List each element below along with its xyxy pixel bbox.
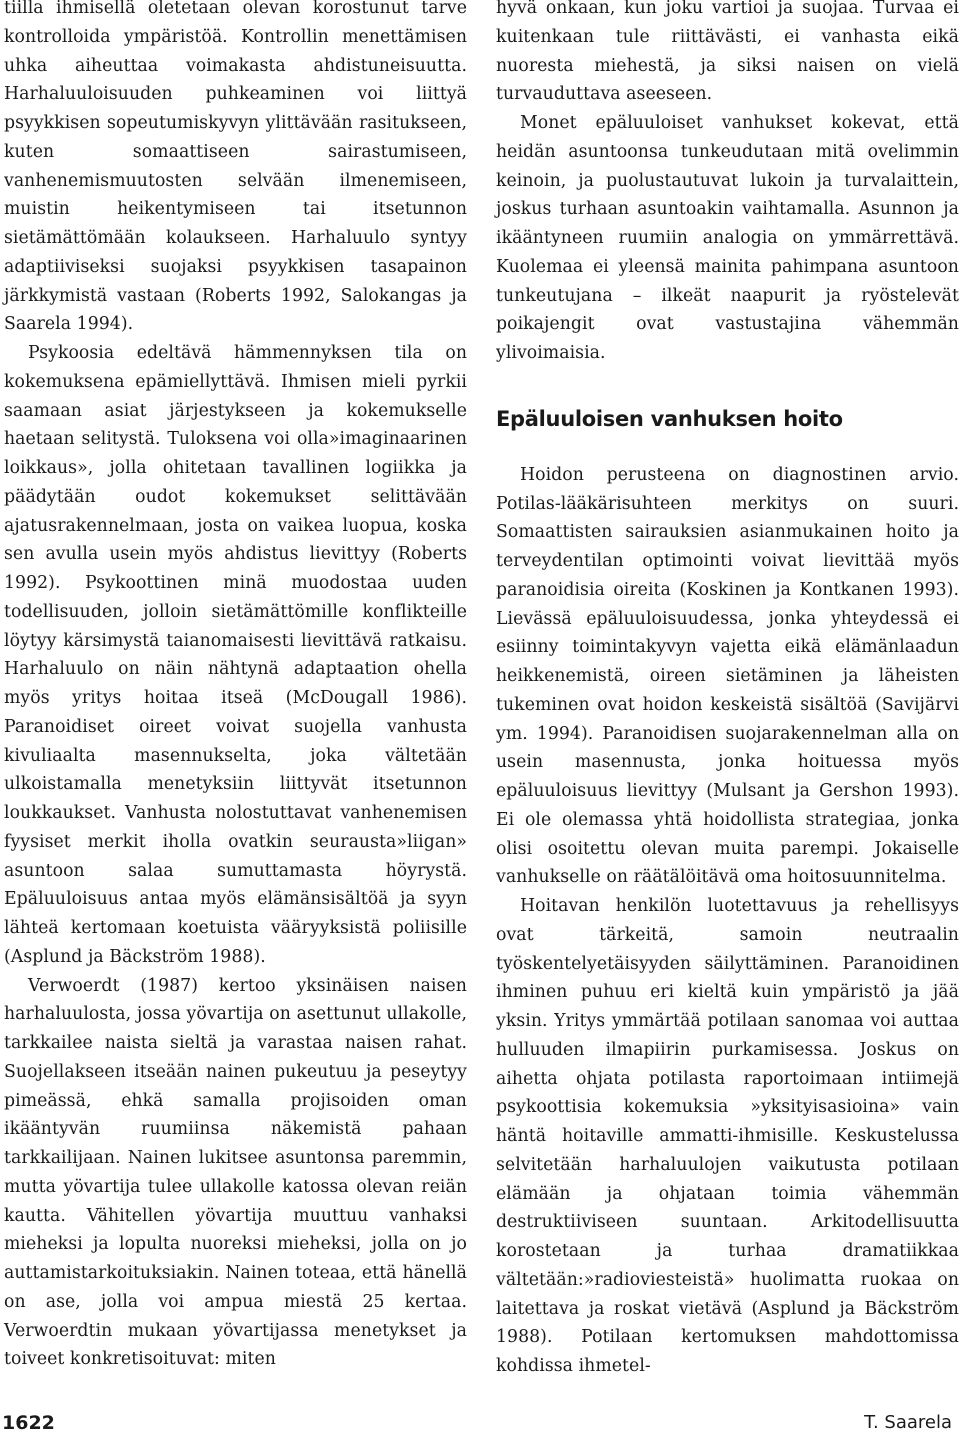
body-paragraph: hyvä onkaan, kun joku vartioi ja suojaa. Turvaa ei kuitenkaan tule riittävästi, ei vanhasta eikä nuoresta miehestä, ja siksi naisen on vielä turvauduttava aseeseen. — [496, 0, 959, 105]
body-paragraph: Psykoosia edeltävä hämmennyksen tila on kokemuksena epämiellyttävä. Ihmisen mieli pyrkii saamaan asiat järjestykseen ja kokemukselle haetaan selitystä. Tuloksena voi olla»imaginaarinen loikkaus», jolla ohitetaan tavallinen logiikka ja päädytään oudot kokemukset selittävään ajatusrakennelmaan, josta on vaikea luopua, koska sen avulla usein myös ahdistus lievittyy (Roberts 1992). Psykoottinen minä muodostaa uuden todellisuuden, jolloin sietämättömille konflikteille löytyy kärsimystä taianomaisesti lievittävä ratkaisu. Harhaluulo on näin nähtynä adaptaation ohella myös yritys hoitaa itseä (McDougall 1986). Paranoidiset oireet voivat suojella vanhusta kivuliaalta masennukselta, joka vältetään ulkoistamalla menetyksiin liittyvät itsetunnon loukkaukset. Vanhusta nolostuttavat vanhenemisen fyysiset merkit iholla ovatkin seurausta»liigan» asuntoon salaa sumuttamasta höyrystä. Epäluuloisuus antaa myös elämänsisältöä ja syyn lähteä kertomaan koetuista vääryyksistä poliisille (Asplund ja Bäckström 1988). — [4, 343, 467, 967]
section-heading: Epäluuloisen vanhuksen hoito — [496, 406, 843, 431]
body-paragraph: Monet epäluuloiset vanhukset kokevat, että heidän asuntoonsa tunkeudutaan mitä ovelimmin keinoin, ja puolustautuvat lukoin ja turvalaittein, joskus turhaan asuntoakin vaihtamalla. Asunnon ja ikääntyneen ruumiin analogia on ymmärrettävä. Kuolemaa ei yleensä mainita pahimpana asuntoon tunkeutujana – ilkeät naapurit ja ryöstelevät poikajengit ovat vastustajina vähemmän ylivoimaisia. — [496, 113, 959, 363]
body-paragraph: Verwoerdt (1987) kertoo yksinäisen naisen harhaluulosta, jossa yövartija on asettunut ullakolle, tarkkailee naista sieltä ja varastaa naisen rahat. Suojellakseen itseään nainen pukeutuu ja peseytyy pimeässä, ehkä samalla projisoiden oman ikääntyvän ruumiinsa näkemistä pahaan tarkkailijaan. Nainen lukitsee asuntonsa paremmin, mutta yövartija tulee ullakolle katossa olevan reiän kautta. Vähitellen yövartija muuttuu vanhaksi mieheksi ja lopulta nuoreksi mieheksi, jolla on jo auttamistarkoituksiakin. Nainen toteaa, että hänellä on ase, jolla voi ampua miestä 25 kertaa. Verwoerdtin mukaan yövartijassa menetykset ja toiveet konkretisoituvat: miten — [4, 975, 467, 1370]
body-paragraph: Hoidon perusteena on diagnostinen arvio. Potilas-lääkärisuhteen merkitys on suuri. Somaattisten sairauksien asianmukainen hoito ja terveydentilan optimointi voivat lievittää myös paranoidisia oireita (Koskinen ja Kontkanen 1993). Lievässä epäluuloisuudessa, jonka yhteydessä ei esiinny toimintakyvyn vajetta eikä elämänlaadun heikkenemistä, oireen sietäminen ja läheisten tukeminen ovat hoidon keskeistä sisältöä (Savijärvi ym. 1994). Paranoidisen suojarakennelman alla on usein masennusta, jonka hoituessa myös epäluuloisuus lievittyy (Mulsant ja Gershon 1993). Ei ole olemassa yhtä hoidollista strategiaa, jonka olisi osoitettu olevan muita parempi. Jokaiselle vanhukselle on räätälöitävä oma hoitosuunnitelma. — [496, 464, 959, 888]
body-paragraph: Hoitavan henkilön luotettavuus ja rehellisyys ovat tärkeitä, samoin neutraalin työskentelyetäisyyden säilyttäminen. Paranoidinen ihminen puhuu eri kieltä kuin ympäristö ja jää yksin. Yritys ymmärtää potilaan sanomaa voi auttaa hulluuden ilmapiirin purkamisessa. Joskus on aihetta ohjata potilasta raportoimaan intiimejä psykoottisia kokemuksia »yksityisasioina» vain häntä hoitaville ammatti-ihmisille. Keskustelussa selvitetään harhaluulojen vaikutusta potilaan elämään ja ohjataan toimia vähemmän destruktiiviseen suuntaan. Arkitodellisuutta korostetaan ja turhaa dramatiikkaa vältetään:»radioviesteistä» huolimatta ruokaa on laitettava ja roskat vietävä (Asplund ja Bäckström 1988). Potilaan kertomuksen mahdottomissa kohdissa ihmetel- — [496, 896, 959, 1376]
right-column — [496, 0, 959, 1381]
running-footer-author: T. Saarela — [864, 1412, 952, 1433]
body-paragraph: tiilla ihmisellä oletetaan olevan korostunut tarve kontrolloida ympäristöä. Kontrollin menettämisen uhka aiheuttaa voimakasta ahdistuneisuutta. Harhaluuloisuuden puhkeaminen voi liittyä psyykkisen sopeutumiskyvyn ylittävään rasitukseen, kuten somaattiseen sairastumiseen, vanhenemismuutosten selvään ilmenemiseen, muistin heikentymiseen tai itsetunnon sietämättömään kolaukseen. Harhaluulo syntyy adaptiiviseksi suojaksi psyykkisen tasapainon järkkymistä vastaan (Roberts 1992, Salokangas ja Saarela 1994). — [4, 0, 467, 335]
left-column — [4, 0, 467, 1374]
page-number: 1622 — [2, 1412, 55, 1434]
